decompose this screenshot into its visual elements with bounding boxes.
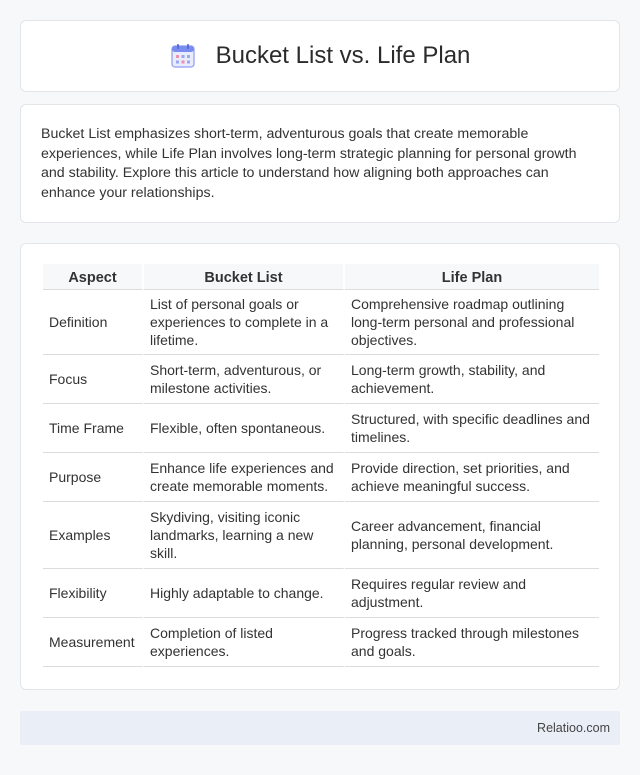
row-bucket-list: Enhance life experiences and create memorable moments. — [144, 453, 345, 502]
table-row — [43, 618, 599, 667]
table-row — [43, 453, 599, 502]
row-life-plan: Long-term growth, stability, and achievement. — [345, 355, 599, 404]
row-bucket-list: Skydiving, visiting iconic landmarks, learning a new skill. — [144, 502, 345, 569]
calendar-icon — [170, 43, 196, 69]
header-life-plan: Life Plan — [345, 264, 599, 290]
table-row — [43, 569, 599, 618]
row-bucket-list: Short-term, adventurous, or milestone activities. — [144, 355, 345, 404]
row-life-plan: Career advancement, financial planning, personal development. — [345, 502, 599, 569]
row-aspect: Definition — [43, 290, 144, 355]
header-bucket-list: Bucket List — [144, 264, 345, 290]
row-aspect: Examples — [43, 502, 144, 569]
row-bucket-list: List of personal goals or experiences to complete in a lifetime. — [144, 290, 345, 355]
row-bucket-list: Flexible, often spontaneous. — [144, 404, 345, 453]
footer-brand[interactable]: Relatioo.com — [537, 721, 610, 735]
table-row — [43, 404, 599, 453]
footer-bar — [20, 711, 620, 745]
table-row — [43, 290, 599, 355]
table-row — [43, 355, 599, 404]
row-life-plan: Structured, with specific deadlines and timelines. — [345, 404, 599, 453]
intro-card — [20, 104, 620, 223]
header-aspect: Aspect — [43, 264, 144, 290]
page-title: Bucket List vs. Life Plan — [215, 42, 471, 69]
row-life-plan: Requires regular review and adjustment. — [345, 569, 599, 618]
table-header-row — [43, 264, 599, 290]
row-life-plan: Progress tracked through milestones and goals. — [345, 618, 599, 667]
row-life-plan: Provide direction, set priorities, and achieve meaningful success. — [345, 453, 599, 502]
row-aspect: Purpose — [43, 453, 144, 502]
title-card — [20, 20, 620, 92]
table-row — [43, 502, 599, 569]
row-bucket-list: Highly adaptable to change. — [144, 569, 345, 618]
row-life-plan: Comprehensive roadmap outlining long-term personal and professional objectives. — [345, 290, 599, 355]
comparison-table — [43, 264, 599, 667]
row-aspect: Measurement — [43, 618, 144, 667]
row-bucket-list: Completion of listed experiences. — [144, 618, 345, 667]
row-aspect: Time Frame — [43, 404, 144, 453]
row-aspect: Focus — [43, 355, 144, 404]
row-aspect: Flexibility — [43, 569, 144, 618]
comparison-table-card — [20, 243, 620, 690]
intro-paragraph: Bucket List emphasizes short-term, adventurous goals that create memorable experiences, while Life Plan involves long-term strategic planning for personal growth and stability. Explore this article to understand how aligning both approaches can enhance your relationships. — [41, 126, 577, 201]
